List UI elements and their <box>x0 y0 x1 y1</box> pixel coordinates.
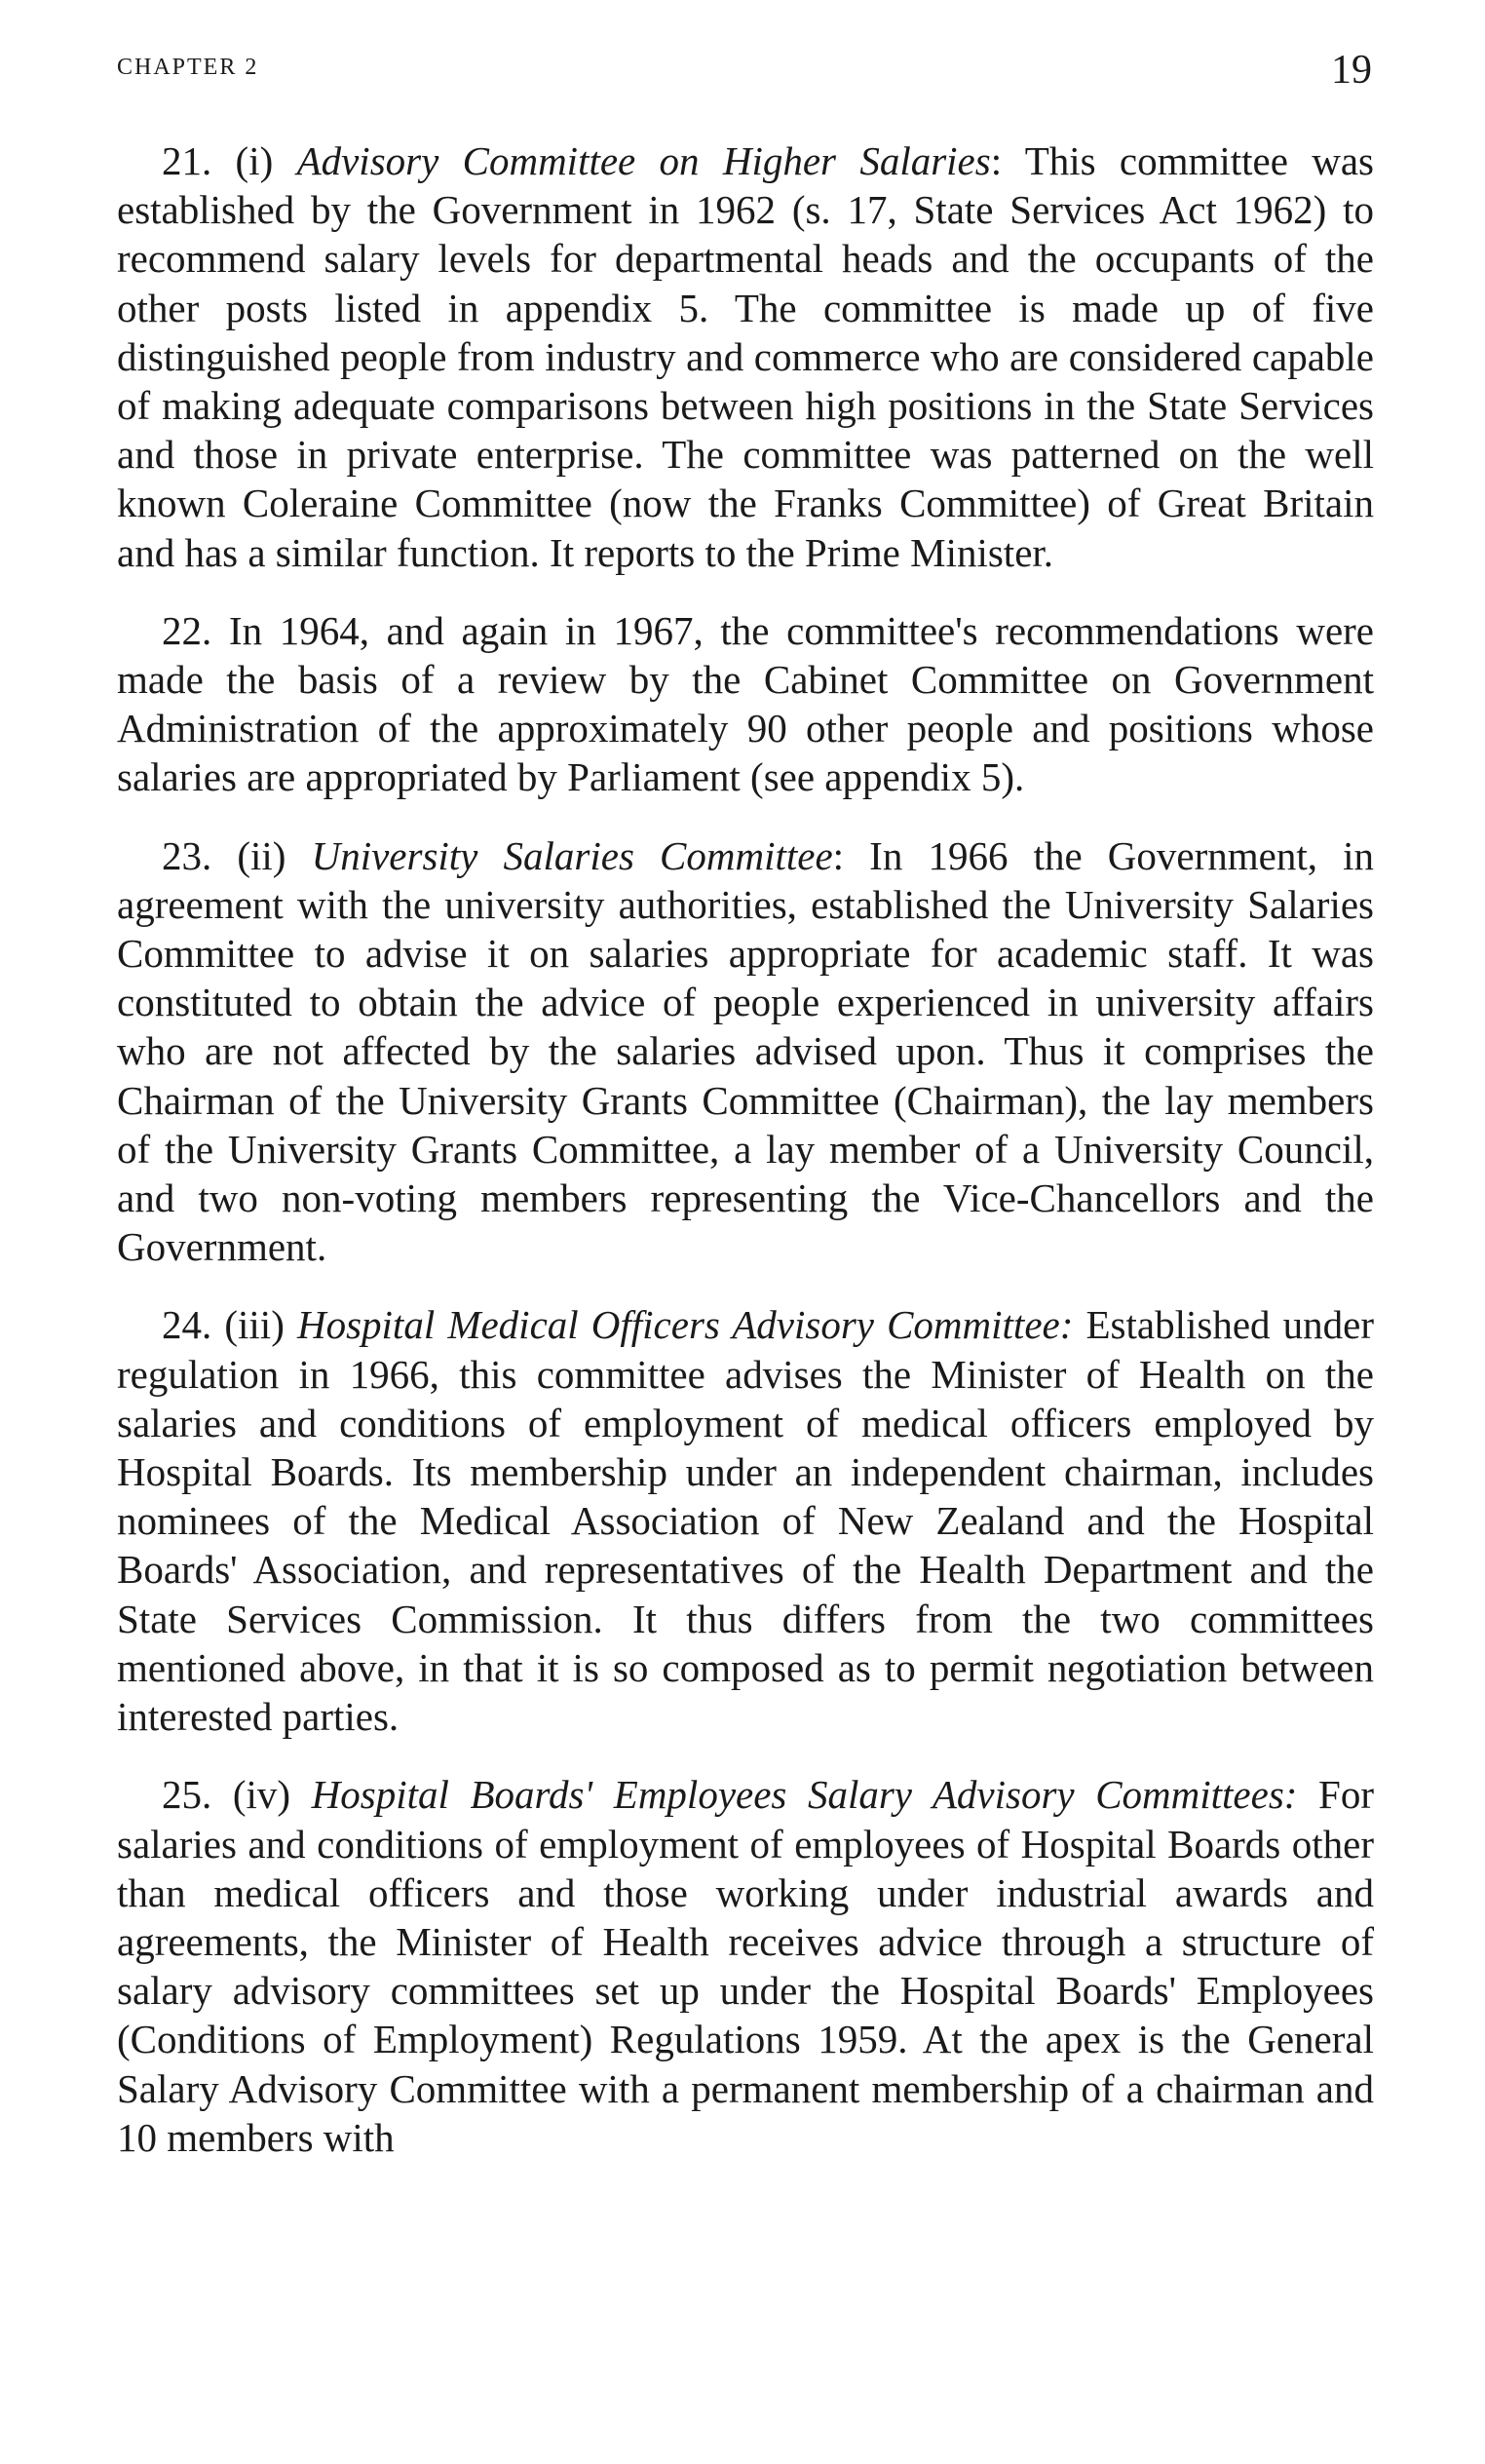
chapter-label: CHAPTER 2 <box>117 55 259 80</box>
heading-punctuation: : <box>990 138 1025 183</box>
committee-heading: Hospital Boards' Employees Salary Advisory Committees: <box>311 1772 1298 1818</box>
paragraph-text: In 1966 the Government, in agreement with the university authorities, established the University Salaries Committee to advise it on salaries appropriate for academic staff. It was constituted to obtain the advice of people experienced in university affairs who are not affected by the salaries advised upon. Thus it comprises the Chairman of the University Grants Committee (Chairman), the lay members of the University Grants Committee, a lay member of a University Council, and two non-voting members representing the Vice-Chancellors and the Government. <box>117 832 1374 1270</box>
paragraph-text: Established under regulation in 1966, this committee advises the Minister of Health on the salaries and conditions of employment of medical officers employed by Hospital Boards. Its membership under an independent chairman, includes nominees of the Medical Association of New Zealand and the Hospital Boards' Association, and representatives of the Health Department and the State Services Commission. It thus differs from the two committees mentioned above, in that it is so composed as to permit negotiation between interested parties. <box>117 1302 1375 1740</box>
paragraph-23 <box>117 831 1374 1272</box>
paragraph-22 <box>117 606 1374 802</box>
paragraph-24 <box>117 1300 1374 1741</box>
paragraph-number: 25. (iv) <box>162 1772 312 1818</box>
paragraph-text: This committee was established by the Government in 1962 (s. 17, State Services Act 1962) to recommend salary levels for departmental heads and the occupants of the other posts listed in appendix 5. The committee is made up of five distinguished people from industry and commerce who are considered capable of making adequate comparisons between high positions in the State Services and those in private enterprise. The committee was patterned on the well known Coleraine Committee (now the Franks Committee) of Great Britain and has a similar function. It reports to the Prime Minister. <box>117 138 1375 575</box>
paragraph-25 <box>117 1770 1374 2162</box>
committee-heading: Hospital Medical Officers Advisory Committee: <box>296 1302 1074 1348</box>
heading-punctuation <box>1297 1772 1318 1817</box>
paragraph-text: In 1964, and again in 1967, the committee's recommendations were made the basis of a review by the Cabinet Committee on Government Administration of the approximately 90 other people and positions whose salaries are appropriated by Parliament (see appendix 5). <box>117 607 1375 800</box>
committee-heading: University Salaries Committee <box>311 832 833 878</box>
body-text <box>117 136 1374 2191</box>
committee-heading: Advisory Committee on Higher Salaries <box>296 138 991 183</box>
paragraph-number: 23. (ii) <box>162 832 312 878</box>
heading-punctuation: : <box>832 832 870 878</box>
running-header <box>117 48 1372 113</box>
paragraph-number: 22. <box>162 607 229 653</box>
page-number: 19 <box>1331 48 1372 93</box>
paragraph-number: 24. (iii) <box>162 1302 297 1348</box>
paragraph-21 <box>117 136 1374 577</box>
paragraph-number: 21. (i) <box>162 138 297 183</box>
paragraph-text: For salaries and conditions of employment of employees of Hospital Boards other than medical officers and those working under industrial awards and agreements, the Minister of Health receives advice through a structure of salary advisory committees set up under the Hospital Boards' Employees (Conditions of Employment) Regulations 1959. At the apex is the General Salary Advisory Committee with a permanent membership of a chairman and 10 members with <box>117 1772 1374 2160</box>
heading-punctuation <box>1073 1302 1085 1347</box>
